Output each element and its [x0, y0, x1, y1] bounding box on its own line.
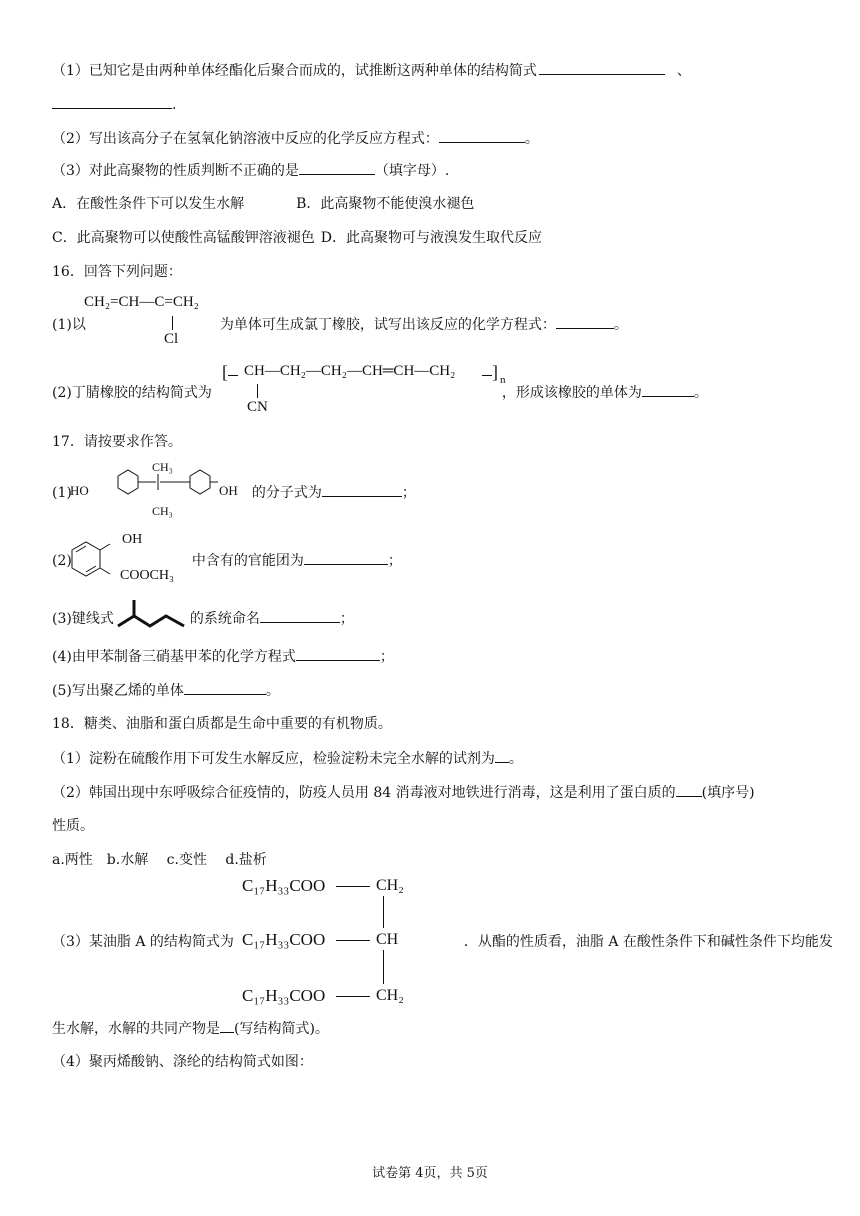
nitrile-rubber-chain: CH—CH₂—CH₂—CH═CH—CH₂ — [244, 363, 456, 379]
bpa-ho: HO — [70, 483, 89, 498]
q17-part1: (1) 的分子式为 ； — [52, 482, 416, 503]
q16-title: 16．回答下列问题： — [52, 264, 182, 280]
q16-part1: (1)以 为单体可生成氯丁橡胶，试写出该反应的化学方程式： 。 — [52, 314, 628, 335]
answer-blank[interactable] — [556, 314, 614, 329]
answer-blank[interactable] — [676, 782, 702, 797]
bond-line — [383, 896, 384, 928]
salicylate-oh: OH — [122, 532, 143, 547]
q18-part1: （1）淀粉在硫酸作用下可发生水解反应，检验淀粉未完全水解的试剂为 。 — [52, 748, 523, 769]
q15-options-cd — [52, 228, 542, 248]
answer-blank[interactable] — [642, 382, 694, 397]
fat-ch2-bottom: CH₂ — [376, 987, 404, 1004]
bpa-ch3-top: CH₃ — [152, 460, 173, 474]
bpa-ch3-bottom: CH₃ — [152, 504, 173, 518]
answer-blank[interactable] — [495, 748, 509, 763]
option-c: C．此高聚物可以使酸性高锰酸钾溶液褪色 — [52, 230, 315, 246]
q18-part3-cont: 生水解，水解的共同产物是 (写结构简式)。 — [52, 1018, 329, 1039]
q17-part3: (3)键线式 的系统命名 ； — [52, 608, 354, 629]
answer-blank[interactable] — [539, 60, 665, 75]
answer-blank[interactable] — [260, 608, 340, 623]
q17-part4: (4)由甲苯制备三硝基甲苯的化学方程式 ； — [52, 646, 394, 667]
fat-acyl-1: C₁₇H₃₃COO — [242, 876, 326, 895]
option-b: B．此高聚物不能使溴水褪色 — [296, 196, 475, 212]
q18-part2-cont: 性质。 — [52, 818, 94, 834]
q15-part1-cont: . — [52, 94, 176, 115]
fat-ch2-top: CH₂ — [376, 877, 404, 894]
bracket-right: ] — [492, 362, 498, 382]
q15-part2: （2）写出该高分子在氢氧化钠溶液中反应的化学反应方程式： 。 — [52, 128, 539, 149]
answer-blank[interactable] — [52, 94, 172, 109]
q18-part4: （4）聚丙烯酸钠、涤纶的结构简式如图： — [52, 1054, 313, 1070]
answer-blank[interactable] — [304, 550, 388, 565]
q17-part2: (2) 中含有的官能团为 ； — [52, 550, 402, 571]
q17-title: 17．请按要求作答。 — [52, 434, 182, 450]
chloroprene-cl: Cl — [164, 331, 179, 347]
chloroprene-formula: CH₂=CH—C=CH₂ — [84, 294, 199, 310]
answer-blank[interactable] — [296, 646, 380, 661]
bpa-oh: OH — [219, 483, 238, 498]
nitrile-cn: CN — [247, 399, 268, 415]
q18-choices: a.两性 b.水解 c.变性 d.盐析 — [52, 852, 267, 868]
salicylate-ester: COOCH₃ — [120, 568, 174, 583]
answer-blank[interactable] — [220, 1018, 234, 1033]
bond-line — [336, 996, 370, 997]
fat-acyl-3: C₁₇H₃₃COO — [242, 986, 326, 1005]
q15-part1: （1）已知它是由两种单体经酯化后聚合而成的，试推断这两种单体的结构简式 、 — [52, 60, 691, 81]
q15-part3: （3）对此高聚物的性质判断不正确的是 （填字母）. — [52, 160, 449, 181]
q16-part2: (2)丁腈橡胶的结构简式为 ，形成该橡胶的单体为 。 — [52, 382, 708, 403]
bond-line — [336, 886, 370, 887]
answer-blank[interactable] — [322, 482, 402, 497]
page-footer: 试卷第 4页，共 5页 — [372, 1166, 488, 1181]
fat-ch: CH — [376, 931, 399, 948]
option-d: D．此高聚物可与液溴发生取代反应 — [320, 230, 542, 246]
q18-title: 18．糖类、油脂和蛋白质都是生命中重要的有机物质。 — [52, 716, 392, 732]
q17-part5: (5)写出聚乙烯的单体 。 — [52, 680, 280, 701]
option-a: A．在酸性条件下可以发生水解 — [52, 196, 245, 212]
bond-line — [383, 950, 384, 984]
q18-part2: （2）韩国出现中东呼吸综合征疫情的，防疫人员用 84 消毒液对地铁进行消毒，这是利用了蛋白质的 (填序号) — [52, 782, 755, 803]
bracket-tick — [228, 375, 238, 376]
answer-blank[interactable] — [439, 128, 525, 143]
fat-acyl-2: C₁₇H₃₃COO — [242, 930, 326, 949]
repeat-n: n — [500, 374, 506, 386]
answer-blank[interactable] — [184, 680, 266, 695]
q18-part3: （3）某油脂 A 的结构简式为 ．从酯的性质看，油脂 A 在酸性条件下和碱性条件下均能发 — [52, 934, 833, 950]
answer-blank[interactable] — [299, 160, 375, 175]
q15-options-ab — [52, 194, 474, 214]
bracket-left: [ — [222, 362, 228, 382]
bracket-tick — [482, 375, 492, 376]
